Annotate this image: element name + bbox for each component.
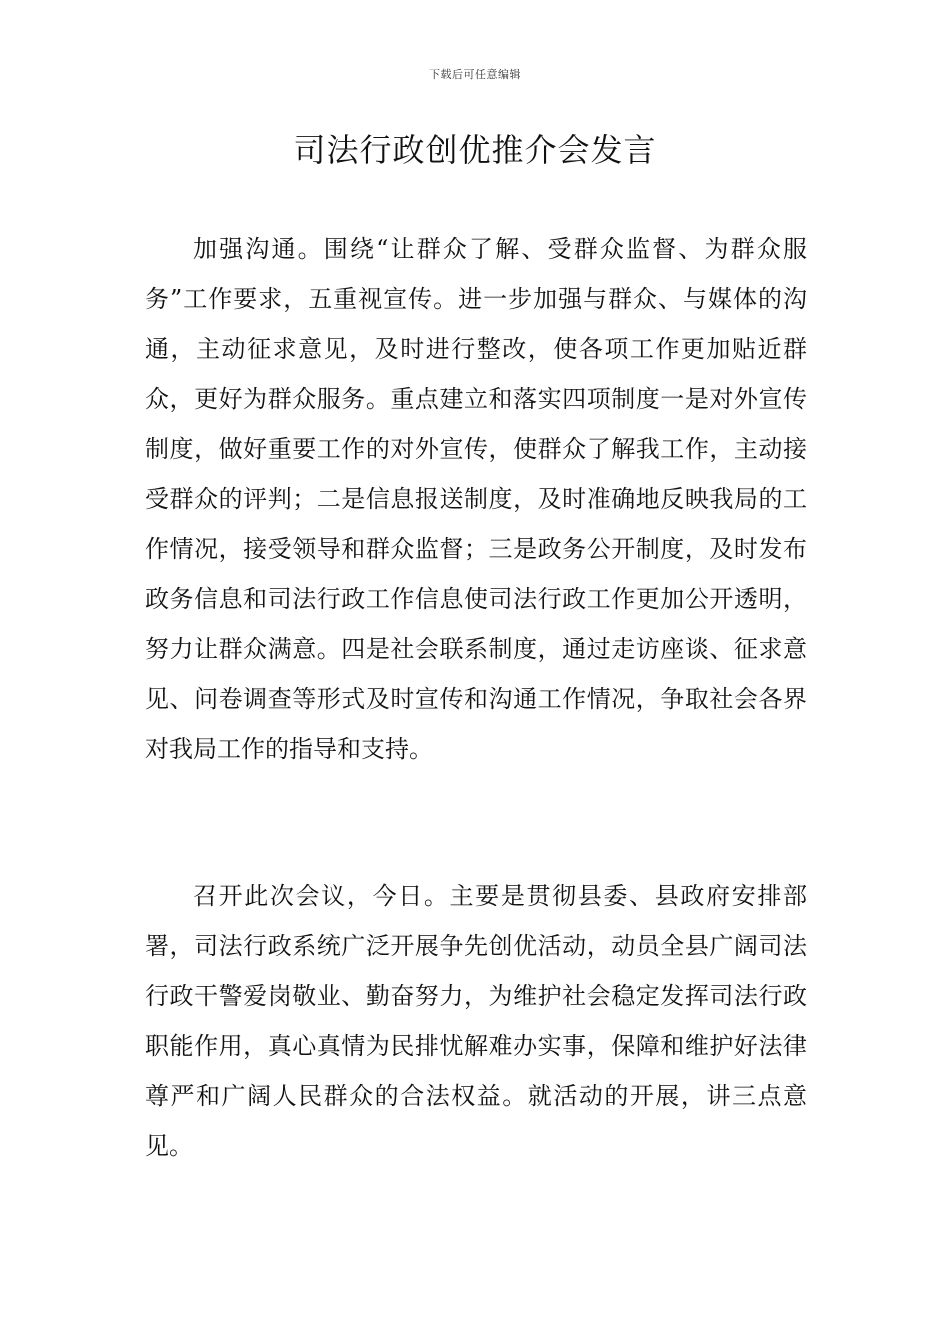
header-note: 下载后可任意编辑 <box>429 68 521 81</box>
body-paragraph-1: 加强沟通。围绕“让群众了解、受群众监督、为群众服务”工作要求，五重视宣传。进一步加强与群众、与媒体的沟通，主动征求意见，及时进行整改，使各项工作更加贴近群众，更好为群众服务。重点建立和落实四项制度一是对外宣传制度，做好重要工作的对外宣传，使群众了解我工作，主动接受群众的评判；二是信息报送制度，及时准确地反映我局的工作情况，接受领导和群众监督；三是政务公开制度，及时发布政务信息和司法行政工作信息使司法行政工作更加公开透明，努力让群众满意。四是社会联系制度，通过走访座谈、征求意见、问卷调查等形式及时宣传和沟通工作情况，争取社会各界对我局工作的指导和支持。 <box>145 235 807 763</box>
body-paragraph-2: 召开此次会议，今日。主要是贯彻县委、县政府安排部署，司法行政系统广泛开展争先创优活动，动员全县广阔司法行政干警爱岗敬业、勤奋努力，为维护社会稳定发挥司法行政职能作用，真心真情为民排忧解难办实事，保障和维护好法律尊严和广阔人民群众的合法权益。就活动的开展，讲三点意见。 <box>145 882 807 1160</box>
document-title: 司法行政创优推介会发言 <box>293 131 657 169</box>
